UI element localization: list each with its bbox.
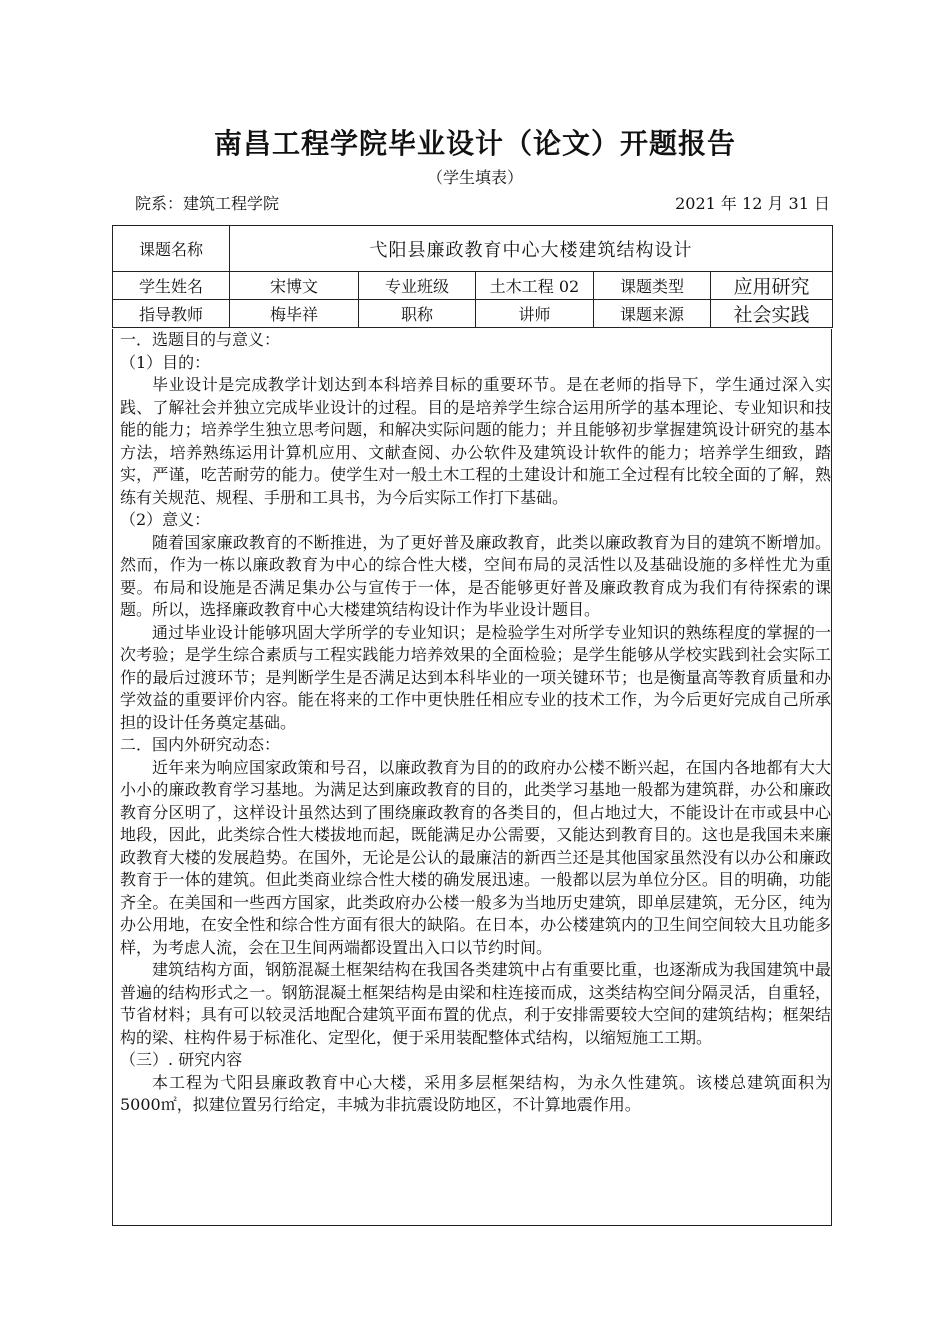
report-content — [112, 329, 832, 1226]
report-date: 2021 年 12 月 31 日 — [675, 194, 830, 213]
student-value: 宋博文 — [230, 272, 359, 300]
content-paragraph: 本工程为弋阳县廉政教育中心大楼，采用多层框架结构，为永久性建筑。该楼总建筑面积为 5000㎡，拟建位置另行给定，丰城为非抗震设防地区，不计算地震作用。 — [120, 1072, 831, 1114]
section2-heading: 二．国内外研究动态： — [120, 735, 281, 754]
type-value: 应用研究 — [711, 272, 833, 300]
section1-heading: 一．选题目的与意义： — [120, 330, 281, 349]
title-label: 职称 — [359, 300, 476, 328]
source-label: 课题来源 — [594, 300, 711, 328]
research-paragraph-2: 建筑结构方面，钢筋混凝土框架结构在我国各类建筑中占有重要比重，也逐渐成为我国建筑中最普遍的结构形式之一。钢筋混凝土框架结构是由梁和柱连接而成，这类结构空间分隔灵活，自重轻，节省材料；具有可以较灵活地配合建筑平面布置的优点，利于安排需要较大空间的建筑结构；框架结构的梁、柱构件易于标准化、定型化，便于采用装配整体式结构，以缩短施工工期。 — [120, 960, 831, 1047]
department-label: 院系：建筑工程学院 — [135, 194, 280, 213]
purpose-paragraph: 毕业设计是完成教学计划达到本科培养目标的重要环节。是在老师的指导下，学生通过深入实践、了解社会并独立完成毕业设计的过程。目的是培养学生综合运用所学的基本理论、专业知识和技能的能力；培养学生独立思考问题，和解决实际问题的能力；并且能够初步掌握建筑设计研究的基本方法，培养熟练运用计算机应用、文献查阅、办公软件及建筑设计软件的能力；培养学生细致，踏实，严谨，吃苦耐劳的能力。使学生对一般土木工程的土建设计和施工全过程有比较全面的了解，熟练有关规范、规程、手册和工具书，为今后实际工作打下基础。 — [120, 375, 831, 507]
major-value: 土木工程 02 — [476, 272, 594, 300]
advisor-value: 梅毕祥 — [230, 300, 359, 328]
form-subtitle: （学生填表） — [426, 168, 523, 187]
page-title: 南昌工程学院毕业设计（论文）开题报告 — [213, 127, 736, 160]
type-label: 课题类型 — [594, 272, 711, 300]
advisor-label: 指导教师 — [113, 300, 230, 328]
topic-value: 弋阳县廉政教育中心大楼建筑结构设计 — [230, 226, 833, 272]
meaning-paragraph-2: 通过毕业设计能够巩固大学所学的专业知识；是检验学生对所学专业知识的熟练程度的掌握的一次考验；是学生综合素质与工程实践能力培养效果的全面检验；是学生能够从学校实践到社会实际工作的最后过渡环节；是判断学生是否满足达到本科毕业的一项关键环节；也是衡量高等教育质量和办学效益的重要评价内容。能在将来的工作中更快胜任相应专业的技术工作，为今后更好完成自己所承担的设计任务奠定基础。 — [120, 622, 831, 732]
topic-row — [113, 226, 833, 272]
source-value: 社会实践 — [711, 300, 833, 328]
student-row — [113, 272, 833, 300]
major-label: 专业班级 — [359, 272, 476, 300]
purpose-heading: （1）目的： — [120, 352, 211, 372]
title-value: 讲师 — [476, 300, 594, 328]
topic-label: 课题名称 — [113, 226, 230, 272]
student-label: 学生姓名 — [113, 272, 230, 300]
research-paragraph-1: 近年来为响应国家政策和号召，以廉政教育为目的的政府办公楼不断兴起，在国内各地都有大大小小的廉政教育学习基地。为满足达到廉政教育的目的，此类学习基地一般都为建筑群，办公和廉政教育分区明了，这样设计虽然达到了围绕廉政教育的各类目的，但占地过大，不能设计在市或县中心地段，因此，此类综合性大楼拔地而起，既能满足办公需要，又能达到教育目的。这也是我国未来廉政教育大楼的发展趋势。在国外，无论是公认的最廉洁的新西兰还是其他国家虽然没有以办公和廉政教育于一体的建筑。但此类商业综合性大楼的确发展迅速。一般都以层为单位分区。目的明确，功能齐全。在美国和一些西方国家，此类政府办公楼一般多为当地历史建筑，即单层建筑，无分区，纯为办公用地，在安全性和综合性方面有很大的缺陷。在日本，办公楼建筑内的卫生间空间较大且功能多样，为考虑人流，会在卫生间两端都设置出入口以节约时间。 — [120, 757, 831, 957]
advisor-row — [113, 300, 833, 328]
info-table — [112, 225, 833, 328]
meaning-heading: （2）意义： — [120, 510, 211, 529]
meaning-paragraph-1: 随着国家廉政教育的不断推进，为了更好普及廉政教育，此类以廉政教育为目的建筑不断增加。然而，作为一栋以廉政教育为中心的综合性大楼，空间布局的灵活性以及基础设施的多样性尤为重要。布局和设施是否满足集办公与宣传于一体，是否能够更好普及廉政教育成为我们有待探索的课题。所以，选择廉政教育中心大楼建筑结构设计作为毕业设计题目。 — [120, 532, 831, 619]
section3-heading: （三）. 研究内容 — [120, 1050, 243, 1069]
